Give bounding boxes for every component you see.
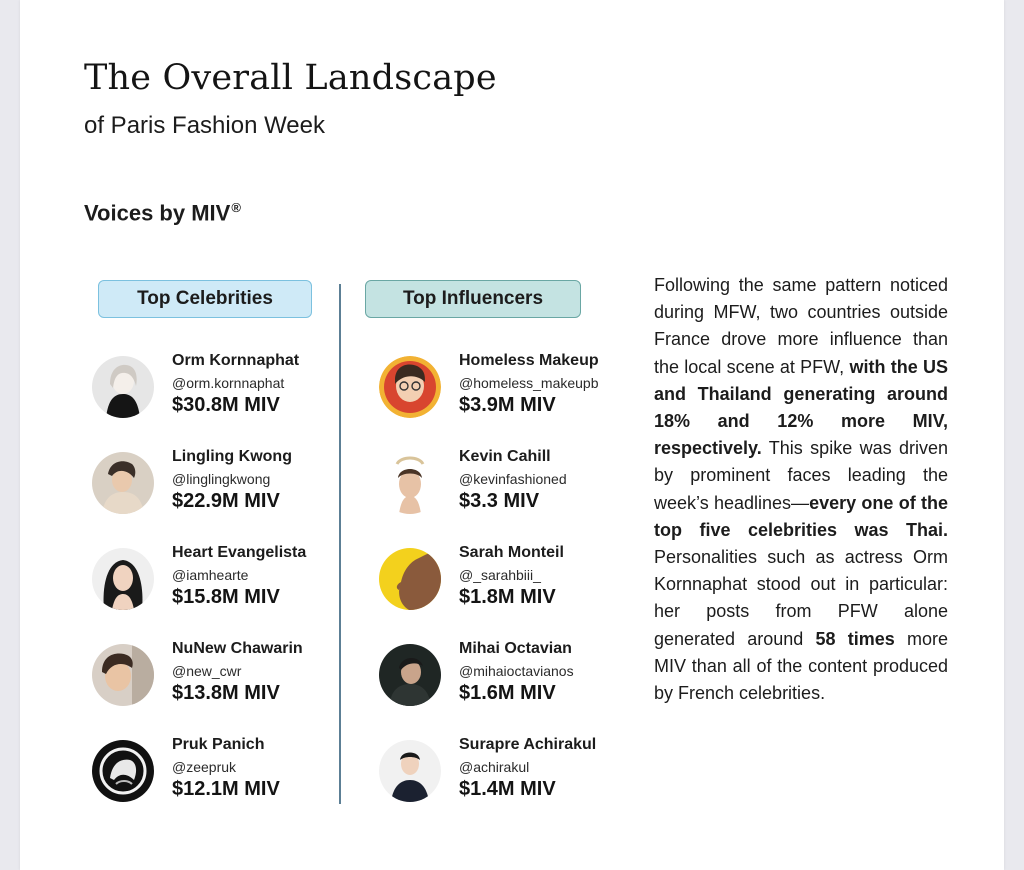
paragraph-emphasis: 58 times	[815, 628, 895, 649]
section-heading	[84, 200, 241, 226]
person-photo-icon	[92, 548, 154, 610]
person-photo-icon	[379, 740, 441, 802]
person-photo-icon	[92, 740, 154, 802]
person-photo-icon	[379, 548, 441, 610]
avatar	[92, 548, 154, 610]
column-divider	[339, 284, 341, 804]
celebrity-handle: @zeepruk	[172, 759, 237, 775]
page-subtitle: of Paris Fashion Week	[84, 112, 325, 139]
influencer-miv: $3.3 MIV	[459, 490, 540, 512]
influencer-handle: @mihaioctavianos	[459, 663, 574, 679]
celebrity-name: NuNew Chawarin	[172, 640, 303, 657]
avatar	[379, 740, 441, 802]
influencer-miv: $1.8M MIV	[459, 586, 556, 608]
celebrity-handle: @linglingkwong	[172, 471, 271, 487]
paragraph-emphasis: with the US and Thailand generating around 18% and 12% more MIV, respectively.	[654, 356, 948, 459]
influencer-handle: @_sarahbiii_	[459, 567, 541, 583]
report-page	[20, 0, 1004, 870]
person-photo-icon	[379, 452, 441, 514]
celebrity-name: Heart Evangelista	[172, 544, 307, 561]
paragraph-emphasis: every one of the top five celebrities was Thai.	[654, 492, 948, 540]
celebrity-miv: $12.1M MIV	[172, 778, 280, 800]
person-photo-icon	[379, 644, 441, 706]
person-photo-icon	[379, 356, 441, 418]
top-celebrities-label: Top Celebrities	[98, 280, 312, 318]
influencer-handle: @kevinfashioned	[459, 471, 567, 487]
celebrity-name: Orm Kornnaphat	[172, 352, 300, 369]
summary-paragraph	[654, 272, 948, 707]
avatar	[92, 644, 154, 706]
top-influencers-label: Top Influencers	[365, 280, 581, 318]
influencer-name: Sarah Monteil	[459, 544, 564, 561]
section-heading-text: Voices by MIV	[84, 200, 231, 226]
avatar	[92, 356, 154, 418]
celebrity-handle: @orm.kornnaphat	[172, 375, 285, 391]
avatar	[379, 548, 441, 610]
influencer-name: Kevin Cahill	[459, 448, 551, 465]
influencer-handle: @homeless_makeupb	[459, 375, 599, 391]
influencer-miv: $1.6M MIV	[459, 682, 556, 704]
avatar	[379, 356, 441, 418]
paragraph-text: This spike was driven by prominent faces leading the week’s headlines—	[654, 438, 948, 513]
avatar	[92, 452, 154, 514]
person-photo-icon	[92, 356, 154, 418]
celebrity-miv: $22.9M MIV	[172, 490, 280, 512]
avatar	[379, 644, 441, 706]
celebrity-handle: @new_cwr	[172, 663, 242, 679]
influencer-name: Mihai Octavian	[459, 640, 572, 657]
celebrity-handle: @iamhearte	[172, 567, 249, 583]
avatar	[92, 740, 154, 802]
person-photo-icon	[92, 644, 154, 706]
influencer-miv: $1.4M MIV	[459, 778, 556, 800]
person-photo-icon	[92, 452, 154, 514]
paragraph-text: Following the same pattern noticed during MFW, two countries outside France drove more influence than the local scene at PFW,	[654, 275, 948, 377]
paragraph-text: more MIV than all of the content produced by French celebrities.	[654, 628, 948, 704]
influencer-handle: @achirakul	[459, 759, 530, 775]
influencer-name: Homeless Makeup	[459, 352, 599, 369]
celebrity-miv: $13.8M MIV	[172, 682, 280, 704]
celebrity-miv: $15.8M MIV	[172, 586, 280, 608]
avatar	[379, 452, 441, 514]
celebrity-miv: $30.8M MIV	[172, 394, 280, 416]
influencer-name: Surapre Achirakul	[459, 736, 597, 753]
celebrity-name: Lingling Kwong	[172, 448, 292, 465]
celebrity-name: Pruk Panich	[172, 736, 265, 753]
page-title: The Overall Landscape	[84, 58, 497, 98]
registered-mark: ®	[231, 200, 241, 215]
paragraph-text: Personalities such as actress Orm Kornnaphat stood out in particular: her posts from PFW alone generated around	[654, 547, 948, 649]
influencer-miv: $3.9M MIV	[459, 394, 556, 416]
